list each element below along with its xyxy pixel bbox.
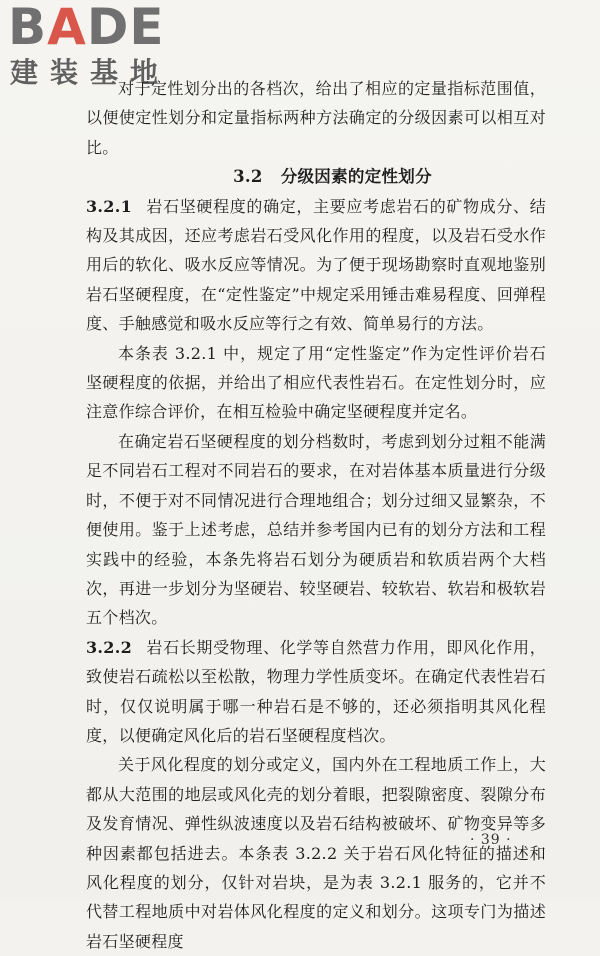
- section-heading: [86, 162, 546, 191]
- clause-text: 岩石长期受物理、化学等自然营力作用，即风化作用，致使岩石疏松以至松散，物理力学性质变坏。在确定代表性岩石时，仅仅说明属于哪一种岩石是不够的，还必须指明其风化程度，以便确定风化后的岩石坚硬程度档次。: [86, 637, 546, 745]
- document-body: [86, 74, 546, 956]
- clause-number: 3.2.1: [86, 196, 133, 216]
- clause-number: 3.2.2: [86, 637, 133, 657]
- section-title: 分级因素的定性划分: [280, 167, 432, 187]
- paragraph: 本条表 3.2.1 中，规定了用“定性鉴定”作为定性评价岩石坚硬程度的依据，并给出了相应代表性岩石。在定性划分时，应注意作综合评价，在相互检验中确定坚硬程度并定名。: [86, 343, 546, 422]
- logo-wordmark: BADE: [8, 0, 165, 56]
- paragraph: 在确定岩石坚硬程度的划分档数时，考虑到划分过粗不能满足不同岩石工程对不同岩石的要求，在对岩体基本质量进行分级时，不便于对不同情况进行合理地组合；划分过细又显繁杂，不便使用。鉴于上述考虑，总结并参考国内已有的划分方法和工程实践中的经验，本条先将岩石划分为硬质岩和软质岩两个大档次，再进一步划分为坚硬岩、较坚硬岩、较软岩、软岩和极软岩五个档次。: [86, 431, 546, 628]
- clause-3-2-1: [86, 192, 546, 339]
- paragraph-intro: 对于定性划分出的各档次，给出了相应的定量指标范围值，以便使定性划分和定量指标两种方法确定的分级因素可以相互对比。: [86, 79, 546, 157]
- clause-text: 岩石坚硬程度的确定，主要应考虑岩石的矿物成分、结构及其成因，还应考虑岩石受风化作用的程度，以及岩石受水作用后的软化、吸水反应等情况。为了便于现场勘察时直观地鉴别岩石坚硬程度，在“定性鉴定”中规定采用锤击难易程度、回弹程度、手触感觉和吸水反应等行之有效、简单易行的方法。: [86, 196, 546, 334]
- clause-3-2-2: [86, 633, 546, 751]
- paragraph: 关于风化程度的划分或定义，国内外在工程地质工作上，大都从大范围的地层或风化壳的划分着眼，把裂隙密度、裂隙分布及发育情况、弹性纵波速度以及岩石结构被破坏、矿物变异等多种因素都包括进去。本条表 3.2.2 关于岩石风化特征的描述和风化程度的划分，仅针对岩块，是为表 3.2.1 服务的，它并不代替工程地质中对岩体风化程度的定义和划分。这项专门为描述岩石坚硬程度: [86, 755, 546, 951]
- page-number: · 39 ·: [470, 832, 512, 848]
- logo-subtitle: 建装基地: [10, 56, 171, 89]
- section-number: 3.2: [233, 167, 263, 187]
